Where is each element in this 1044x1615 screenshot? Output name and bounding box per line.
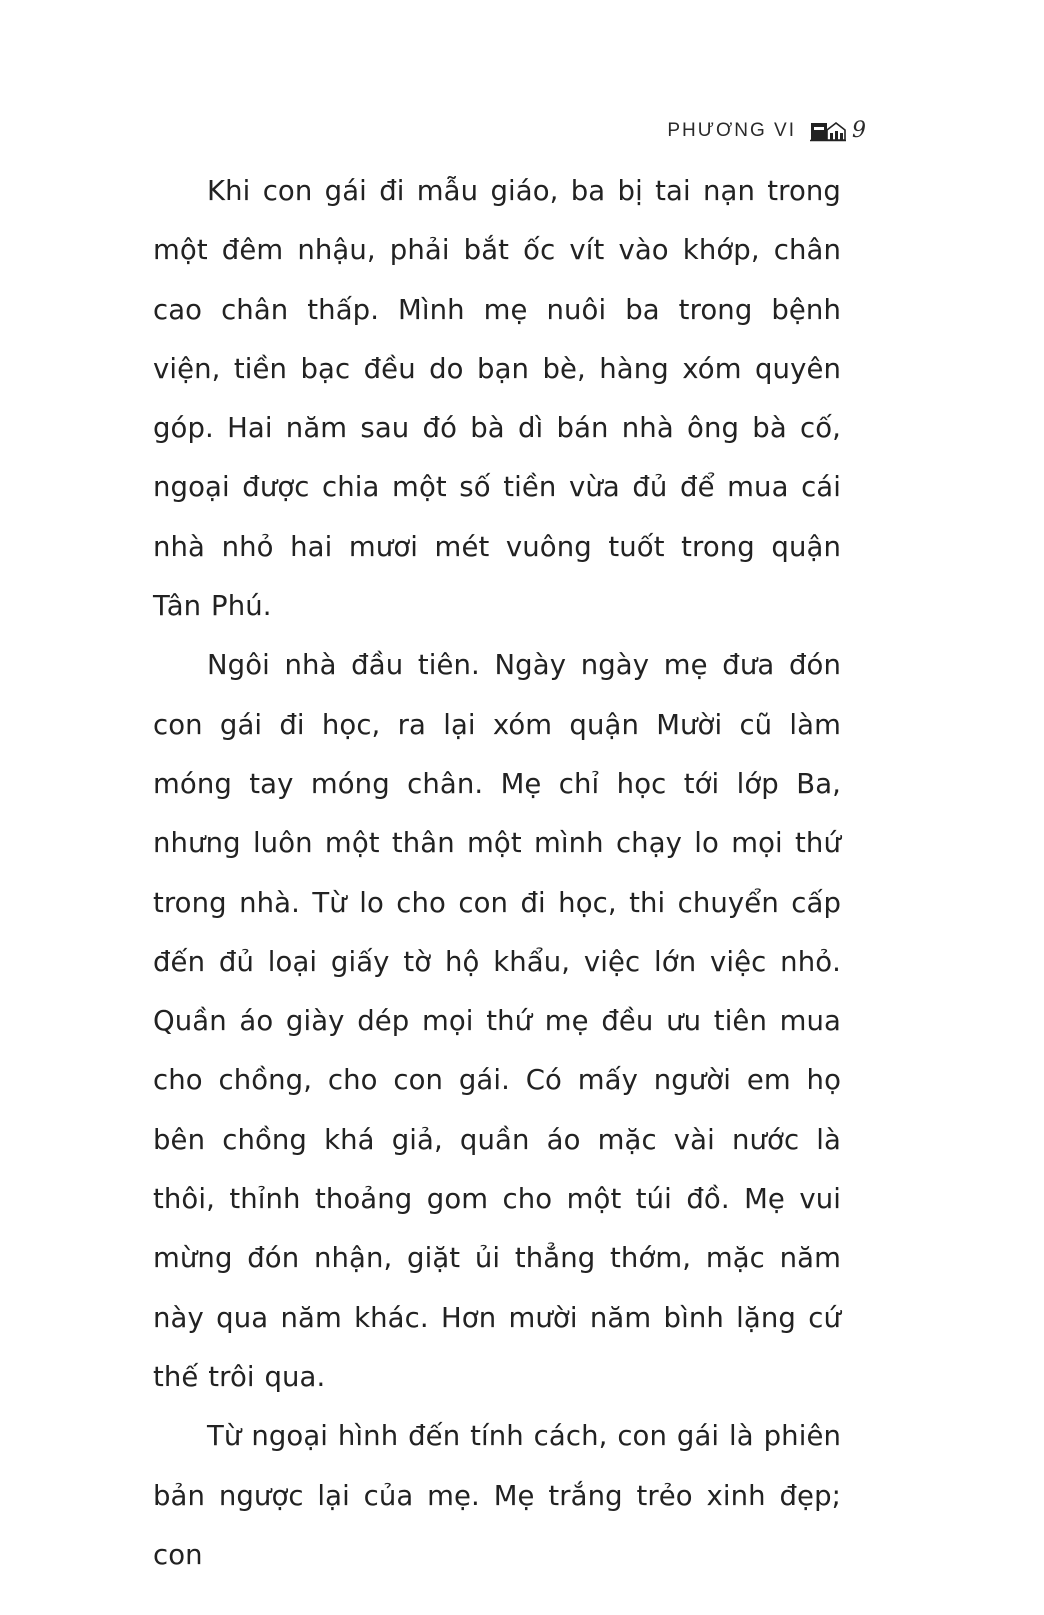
house-icon xyxy=(810,120,846,142)
paragraph: Khi con gái đi mẫu giáo, ba bị tai nạn trong một đêm nhậu, phải bắt ốc vít vào khớp, chân cao chân thấp. Mình mẹ nuôi ba trong bệnh viện, tiền bạc đều do bạn bè, hàng xóm quyên góp. Hai năm sau đó bà dì bán nhà ông bà cố, ngoại được chia một số tiền vừa đủ để mua cái nhà nhỏ hai mươi mét vuông tuốt trong quận Tân Phú. xyxy=(153,175,841,623)
paragraph: Từ ngoại hình đến tính cách, con gái là phiên bản ngược lại của mẹ. Mẹ trắng trẻo xinh đẹp; con xyxy=(153,1420,841,1571)
page-number: 9 xyxy=(852,118,866,143)
body-text xyxy=(153,162,841,1585)
author-name: PHƯƠNG VI xyxy=(667,119,796,141)
paragraph: Ngôi nhà đầu tiên. Ngày ngày mẹ đưa đón con gái đi học, ra lại xóm quận Mười cũ làm móng tay móng chân. Mẹ chỉ học tới lớp Ba, nhưng luôn một thân một mình chạy lo mọi thứ trong nhà. Từ lo cho con đi học, thi chuyển cấp đến đủ loại giấy tờ hộ khẩu, việc lớn việc nhỏ. Quần áo giày dép mọi thứ mẹ đều ưu tiên mua cho chồng, cho con gái. Có mấy người em họ bên chồng khá giả, quần áo mặc vài nước là thôi, thỉnh thoảng gom cho một túi đồ. Mẹ vui mừng đón nhận, giặt ủi thẳng thớm, mặc năm này qua năm khác. Hơn mười năm bình lặng cứ thế trôi qua. xyxy=(153,649,841,1393)
running-head xyxy=(667,118,866,143)
